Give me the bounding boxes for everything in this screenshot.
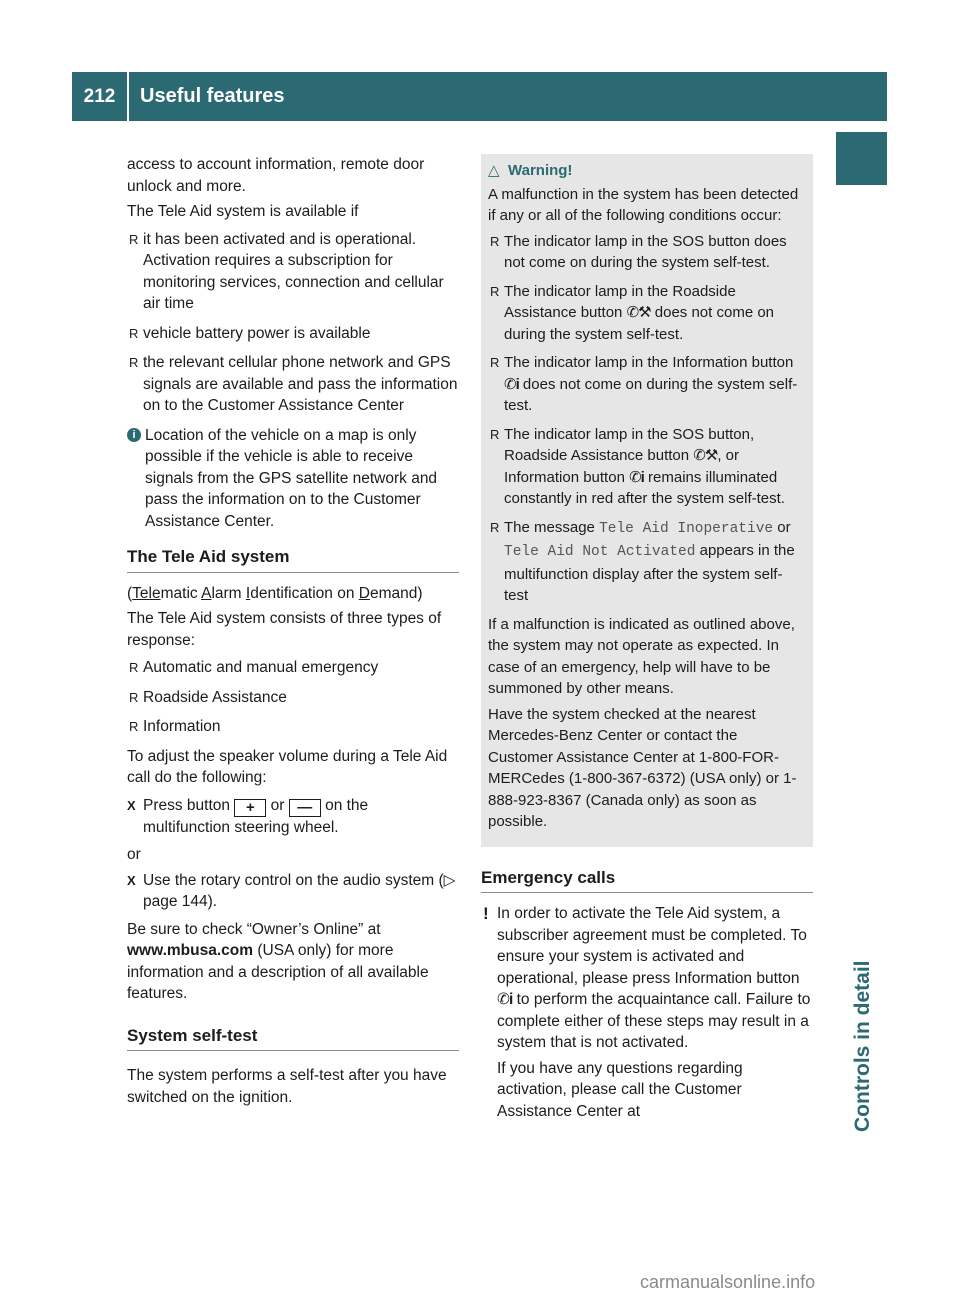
acronym-emand: emand) [369, 584, 423, 602]
list-item [488, 424, 805, 510]
left-column [127, 154, 459, 1112]
watermark: carmanualsonline.info [640, 1272, 816, 1292]
list-item [488, 281, 805, 346]
side-tab-block [836, 132, 887, 185]
page-number: 212 [72, 72, 127, 121]
caution-text: to perform the acquaintance call. Failure to complete either of these steps may result in a system that is not activated. [497, 991, 811, 1051]
list-item-text: or [777, 518, 791, 536]
roadside-assistance-icon: ✆⚒ [693, 447, 718, 464]
action-text: Use the rotary control on the audio system (▷ page 144). [143, 871, 456, 910]
information-button-icon: ✆i [497, 991, 513, 1008]
plus-key-icon: + [234, 799, 266, 817]
action-or-text: or [270, 796, 285, 814]
acronym-dentification: dentification on [250, 584, 359, 602]
list-item-text: remains illuminated constantly in red after the system self-test. [504, 468, 785, 507]
owners-text: Be sure to check “Owner’s Online” at [127, 920, 381, 938]
list-item-text: , or Information button [504, 447, 739, 486]
list-item [488, 517, 805, 607]
exclamation-icon: ! [483, 904, 489, 923]
owners-online-paragraph [127, 919, 459, 1005]
response-types-intro: The Tele Aid system consists of three types of response: [127, 610, 442, 649]
or-separator: or [127, 846, 141, 863]
list-item-text: does not come on during the system self-test. [504, 304, 775, 343]
info-note-text: Location of the vehicle on a map is only possible if the vehicle is able to receive signals from the GPS satellite network and pass the information on to the Customer Assistance Center. [145, 426, 438, 530]
acronym-a: A [201, 584, 212, 602]
info-icon: i [127, 428, 141, 442]
info-note [127, 425, 459, 533]
acronym-larm: larm [211, 584, 246, 602]
list-item: R it has been activated and is operational. Activation requires a subscription for monitoring services, connection and cellular air time [127, 229, 459, 315]
warning-paragraph: If a malfunction is indicated as outlined above, the system may not operate as expected. In case of an emergency, help will have to be summoned by other means. [488, 615, 795, 697]
list-item: R vehicle battery power is available [127, 323, 459, 345]
list-item-text: does not come on during the system self-test. [504, 375, 798, 414]
list-item-text: The indicator lamp in the Information button [504, 354, 794, 371]
section-heading-emergency-calls: Emergency calls [481, 867, 813, 894]
warning-intro: A malfunction in the system has been detected if any or all of the following conditions occur: [488, 185, 799, 224]
page-title: Useful features [129, 72, 887, 121]
caution-paragraph: If you have any questions regarding activation, please call the Customer Assistance Center at [497, 1059, 743, 1120]
availability-intro: The Tele Aid system is available if [127, 203, 359, 220]
list-item: R The indicator lamp in the SOS button does not come on during the system self-test. [488, 231, 805, 274]
list-item: R the relevant cellular phone network and GPS signals are available and pass the information on to the Customer Assistance Center [127, 352, 459, 417]
list-item-text: The indicator lamp in the Roadside Assistance button [504, 282, 736, 321]
action-text: Press button [143, 796, 231, 814]
information-button-icon: ✆i [629, 468, 644, 486]
owners-text: (USA only) for more information and a description of all available features. [127, 942, 429, 1002]
list-item-text: The message [504, 518, 595, 536]
list-item: R Roadside Assistance [127, 687, 459, 709]
acronym-d: D [358, 584, 370, 602]
right-column [481, 154, 813, 1126]
section-heading-tele-aid: The Tele Aid system [127, 546, 459, 573]
list-item [488, 352, 805, 417]
list-item-text: appears in the multifunction display after the system self-test [504, 542, 795, 604]
warning-title-text: Warning! [508, 162, 573, 179]
volume-intro: To adjust the speaker volume during a Tele Aid call do the following: [127, 747, 448, 786]
list-item-text: The indicator lamp in the SOS button, Roadside Assistance button [504, 425, 755, 464]
information-button-icon: ✆i [504, 375, 519, 393]
minus-key-icon: — [289, 799, 321, 817]
warning-box [481, 154, 813, 847]
roadside-assistance-icon: ✆⚒ [626, 304, 651, 321]
acronym-i: I [245, 584, 251, 602]
caution-note [481, 903, 813, 1122]
action-step [127, 870, 459, 913]
intro-paragraph: access to account information, remote door unlock and more. [127, 156, 425, 195]
warning-paragraph: Have the system checked at the nearest Mercedes-Benz Center or contact the Customer Assistance Center at 1-800-FOR-MERCedes (1-800-367-6372) (USA only) or 1-888-923-8367 (Canada only) as soon as possible. [488, 705, 797, 830]
mbusa-link[interactable]: www.mbusa.com [127, 942, 254, 959]
action-step [127, 795, 459, 839]
action-arrow-icon: X [127, 872, 136, 888]
action-text: on the multifunction steering wheel. [143, 796, 369, 836]
warning-title [488, 160, 805, 182]
list-item: R Automatic and manual emergency [127, 657, 459, 679]
caution-text: In order to activate the Tele Aid system, a subscriber agreement must be completed. To ensure your system is activated and operational, please press Information button [497, 905, 807, 987]
acronym-matic: matic [160, 584, 202, 602]
display-message: Tele Aid Not Activated [504, 544, 696, 560]
side-section-label-text: Controls in detail [851, 960, 874, 1132]
list-item: R Information [127, 716, 459, 738]
display-message: Tele Aid Inoperative [599, 520, 774, 537]
acronym-line: (Telematic Alarm Identification on Demand) [127, 584, 423, 602]
section-heading-self-test: System self-test [127, 1025, 459, 1052]
self-test-paragraph: The system performs a self-test after you have switched on the ignition. [127, 1067, 447, 1106]
warning-triangle-icon: △ [488, 162, 500, 179]
acronym-tele: Tele [132, 584, 161, 602]
action-arrow-icon: X [127, 797, 136, 813]
